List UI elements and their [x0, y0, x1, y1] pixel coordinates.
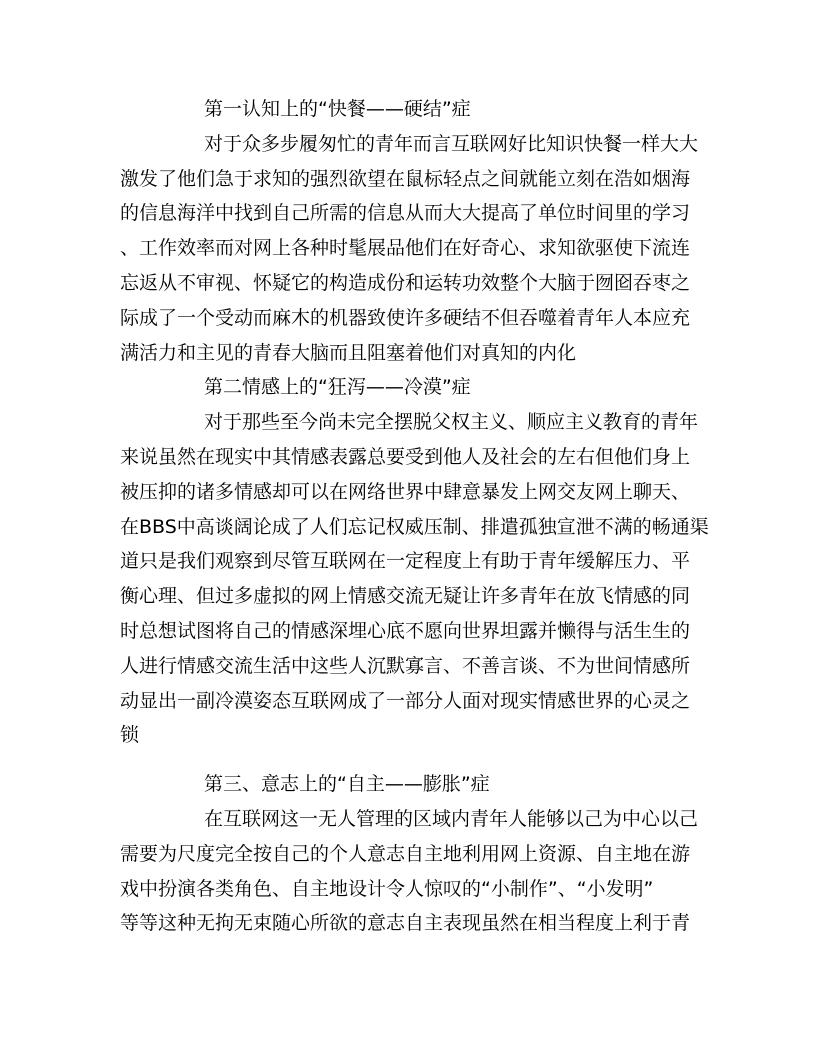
- section-heading: 第二情感上的“狂泻——冷漠”症: [204, 376, 471, 399]
- paragraph-line: 来说虽然在现实中其情感表露总要受到他人及社会的左右但他们身上: [120, 445, 691, 468]
- paragraph-line: 的信息海洋中找到自己所需的信息从而大大提高了单位时间里的学习: [120, 202, 691, 225]
- paragraph-line: 对于众多步履匆忙的青年而言互联网好比知识快餐一样大大: [204, 132, 699, 155]
- paragraph-line: 激发了他们急于求知的强烈欲望在鼠标轻点之间就能立刻在浩如烟海: [120, 167, 691, 190]
- paragraph-line: 衡心理、但过多虚拟的网上情感交流无疑让许多青年在放飞情感的同: [120, 585, 691, 608]
- paragraph-line: 时总想试图将自己的情感深埋心底不愿向世界坦露并懒得与活生生的: [120, 619, 691, 642]
- paragraph-line: 、工作效率而对网上各种时髦展品他们在好奇心、求知欲驱使下流连: [120, 237, 691, 260]
- paragraph-line: 锁: [120, 724, 140, 747]
- paragraph-line: 在BBS中高谈阔论成了人们忘记权威压制、排遣孤独宣泄不满的畅通渠: [120, 515, 709, 538]
- paragraph-line: 道只是我们观察到尽管互联网在一定程度上有助于青年缓解压力、平: [120, 550, 691, 573]
- paragraph-line: 戏中扮演各类角色、自主地设计令人惊叹的“小制作”、“小发明”: [120, 877, 654, 900]
- section-heading: 第三、意志上的“自主——膨胀”症: [204, 773, 490, 796]
- paragraph-line: 忘返从不审视、怀疑它的构造成份和运转功效整个大脑于囫囵吞枣之: [120, 271, 691, 294]
- paragraph-line: 动显出一副冷漠姿态互联网成了一部分人面对现实情感世界的心灵之: [120, 689, 691, 712]
- section-heading: 第一认知上的“快餐——硬结”症: [204, 98, 471, 120]
- paragraph-line: 在互联网这一无人管理的区域内青年人能够以己为中心以己: [204, 807, 699, 830]
- paragraph-gap: [120, 753, 696, 767]
- paragraph-line: 人进行情感交流生活中这些人沉默寡言、不善言谈、不为世间情感所: [120, 654, 691, 677]
- paragraph-line: 等等这种无拘无束随心所欲的意志自主表现虽然在相当程度上利于青: [120, 912, 691, 935]
- paragraph-line: 对于那些至今尚未完全摆脱父权主义、顺应主义教育的青年: [204, 411, 699, 434]
- paragraph-line: 需要为尺度完全按自己的个人意志自主地利用网上资源、自主地在游: [120, 842, 691, 865]
- paragraph-line: 际成了一个受动而麻木的机器致使许多硬结不但吞噬着青年人本应充: [120, 306, 691, 329]
- paragraph-line: 被压抑的诸多情感却可以在网络世界中肆意暴发上网交友网上聊天、: [120, 480, 691, 503]
- document-body: [120, 92, 709, 941]
- paragraph-line: 满活力和主见的青春大脑而且阻塞着他们对真知的内化: [120, 341, 577, 364]
